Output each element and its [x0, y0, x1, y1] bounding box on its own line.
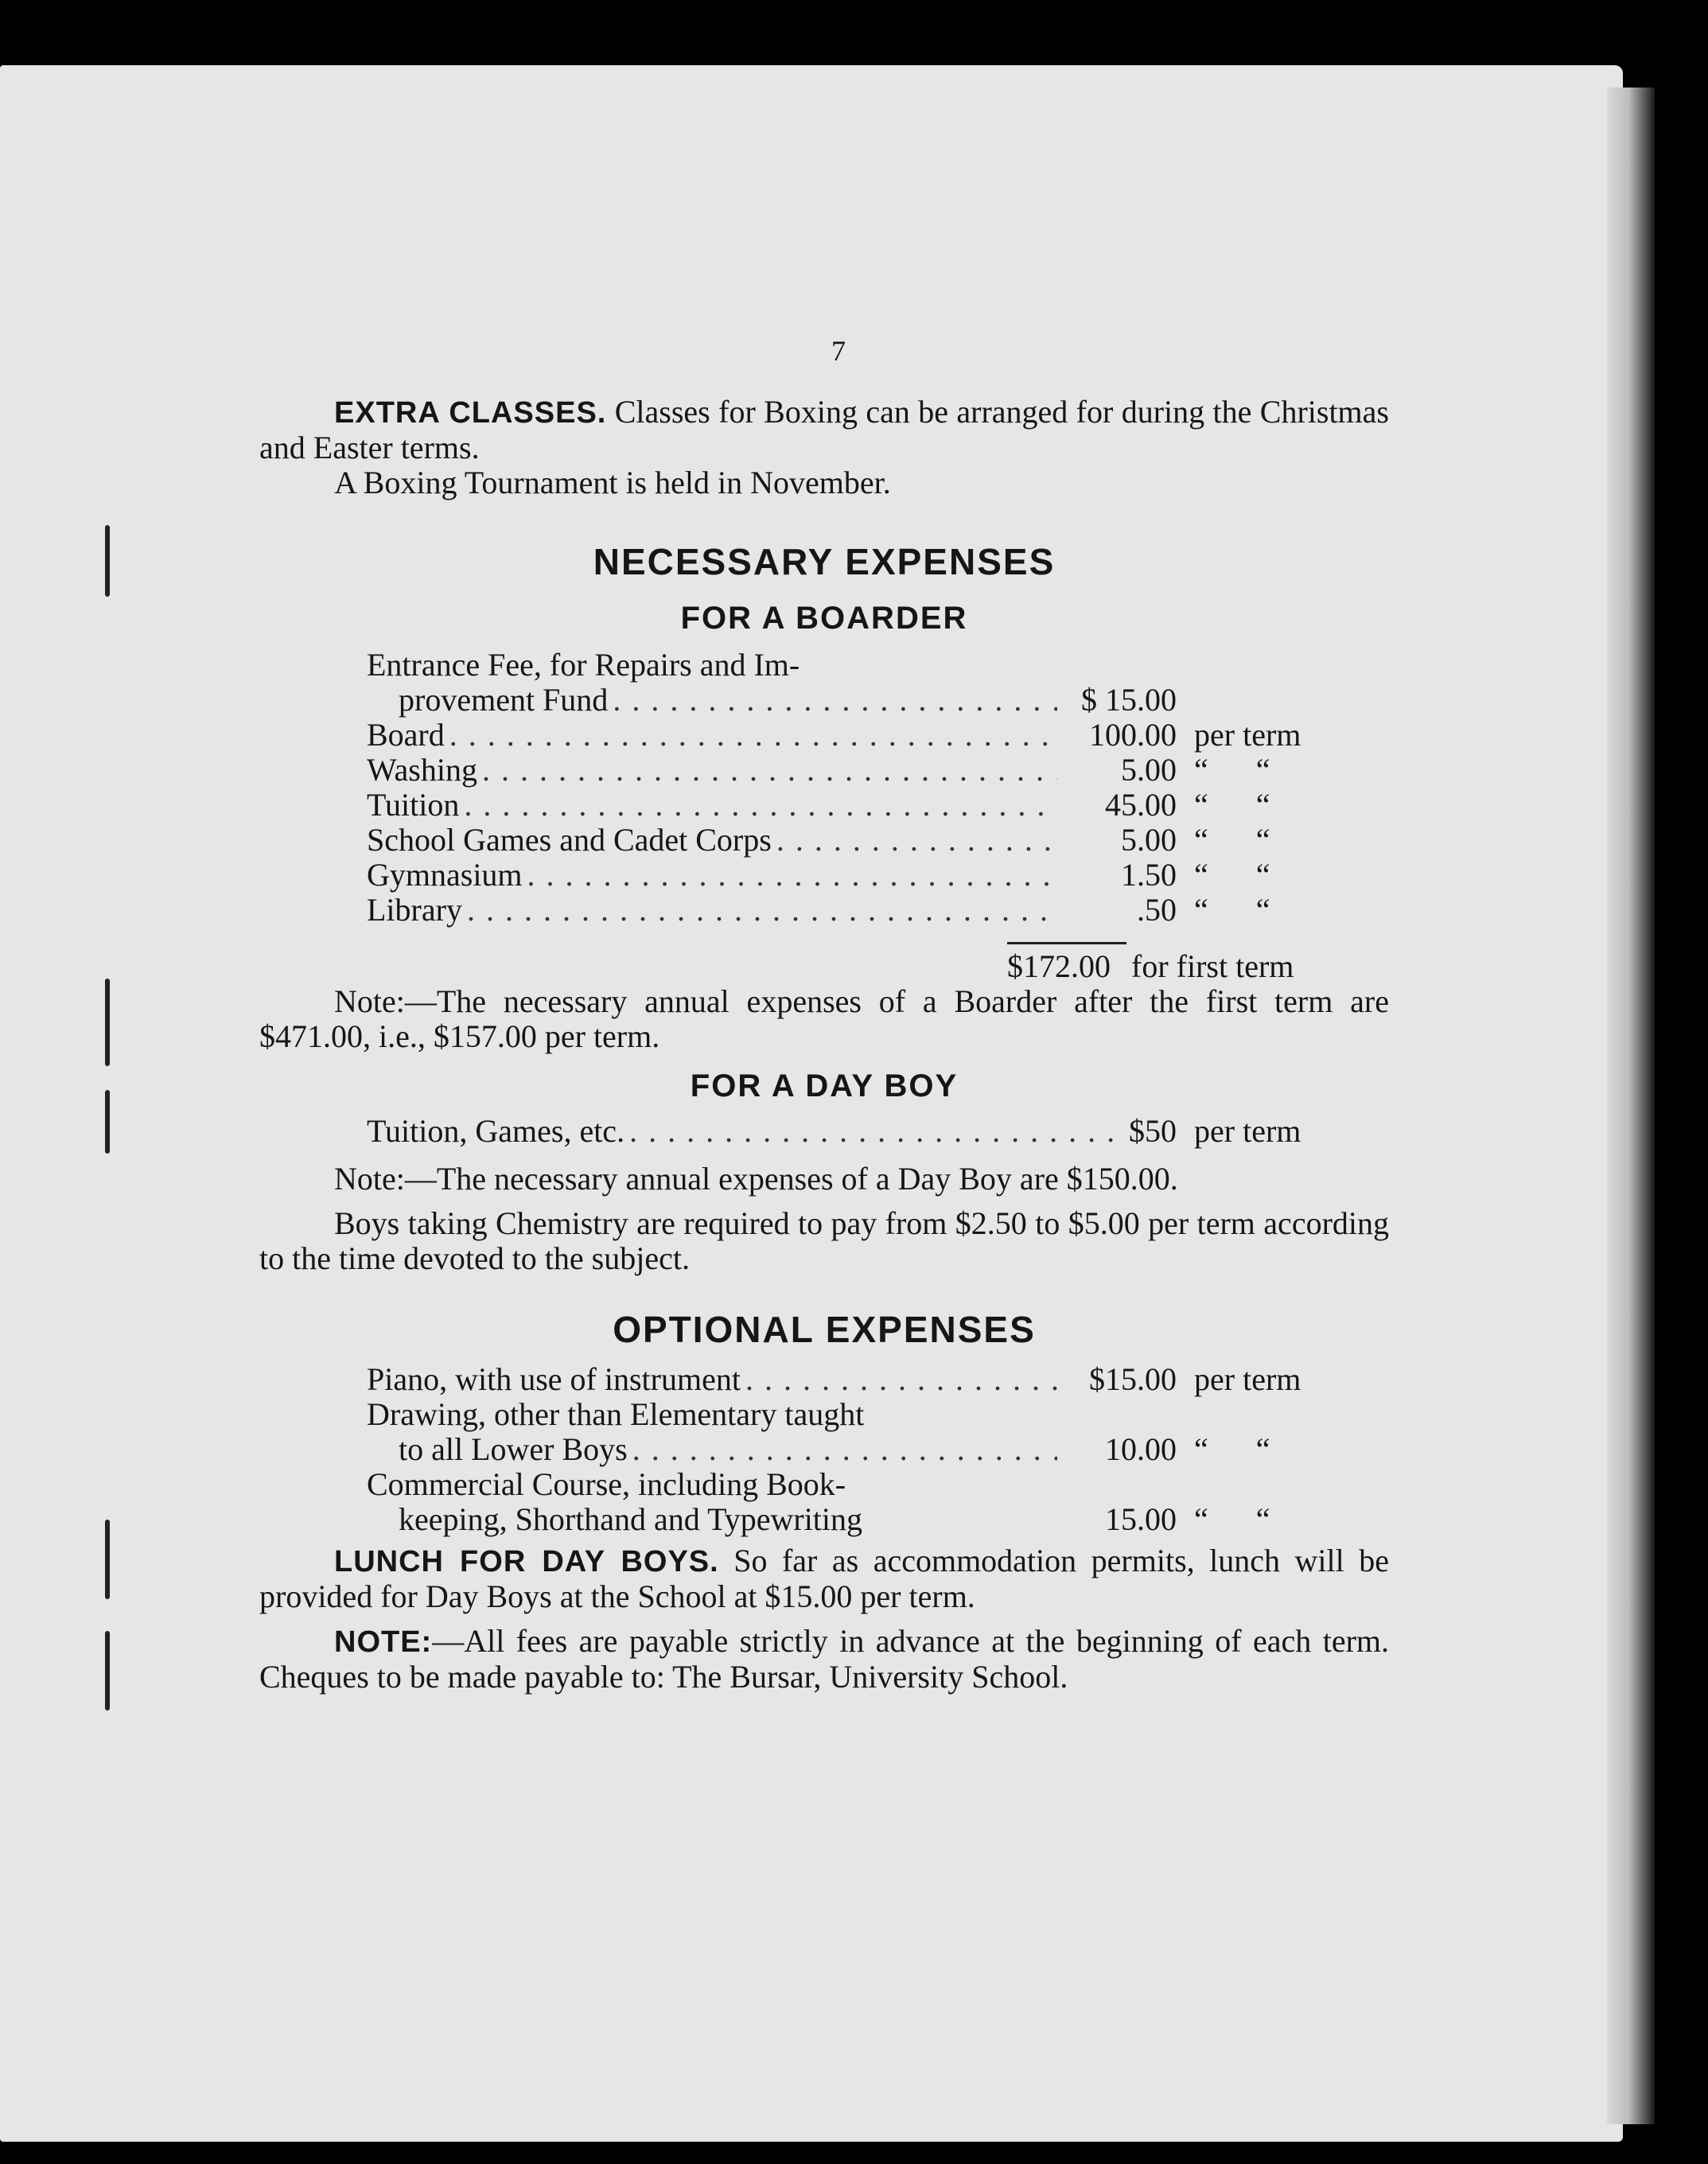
fee-row	[367, 718, 1353, 753]
boxing-tournament-text: A Boxing Tournament is held in November.	[334, 465, 891, 500]
total-unit: for first term	[1131, 948, 1294, 984]
leader-dots	[477, 753, 1057, 788]
necessary-expenses-heading: NECESSARY EXPENSES	[593, 541, 1056, 582]
optional-fee-table	[367, 1362, 1353, 1537]
fee-amount: 45.00	[1105, 787, 1177, 823]
leader-dots	[462, 893, 1057, 928]
fee-unit: “ “	[1194, 857, 1270, 893]
fee-unit: “ “	[1194, 1501, 1270, 1537]
fee-row	[367, 893, 1353, 928]
leader-dots	[741, 1362, 1057, 1397]
dayboy-fee-table	[367, 1114, 1353, 1149]
dayboy-heading: FOR A DAY BOY	[690, 1068, 959, 1103]
fee-label: Board	[367, 717, 445, 753]
leader-dots	[459, 788, 1057, 823]
leader-dots	[445, 718, 1057, 753]
fee-unit: “ “	[1194, 787, 1270, 823]
binding-mark	[105, 1631, 110, 1711]
leader-dots	[523, 858, 1057, 893]
fee-label: Tuition, Games, etc.	[367, 1113, 625, 1149]
leader-dots	[772, 823, 1057, 858]
fee-label: keeping, Shorthand and Typewriting	[399, 1501, 863, 1537]
fee-amount: $50	[1129, 1113, 1177, 1149]
fee-label: to all Lower Boys	[399, 1431, 628, 1467]
fee-amount: 100.00	[1089, 717, 1177, 753]
fee-label: School Games and Cadet Corps	[367, 822, 772, 858]
fee-row	[367, 823, 1353, 858]
lunch-lead: LUNCH FOR DAY BOYS.	[334, 1545, 719, 1578]
fee-unit: per term	[1194, 1113, 1301, 1149]
fees-note-lead: NOTE:	[334, 1625, 433, 1659]
fee-label: Gymnasium	[367, 857, 523, 893]
fee-unit: “ “	[1194, 822, 1270, 858]
fee-label-line1: Entrance Fee, for Repairs and Im-	[367, 647, 800, 683]
total-rule	[1007, 942, 1126, 944]
fee-row	[367, 1114, 1353, 1149]
fee-amount: 5.00	[1121, 822, 1177, 858]
page-content	[259, 395, 1389, 1695]
fee-amount: 1.50	[1121, 857, 1177, 893]
fee-label: provement Fund	[399, 682, 609, 718]
fee-row	[367, 858, 1353, 893]
binding-mark	[105, 1090, 110, 1154]
fee-row	[367, 788, 1353, 823]
fee-amount: 10.00	[1105, 1431, 1177, 1467]
leader-dots	[624, 1114, 1113, 1149]
fee-amount: $ 15.00	[1081, 682, 1177, 718]
extra-classes-text: Classes for Boxing can be arranged for during the Christmas and Easter terms.	[259, 394, 1389, 465]
fee-label: Library	[367, 892, 462, 928]
fee-amount: .50	[1137, 892, 1177, 928]
fee-label-line1: Commercial Course, including Book-	[367, 1466, 846, 1502]
fee-label-line1: Drawing, other than Elementary taught	[367, 1396, 865, 1432]
boarder-heading: FOR A BOARDER	[680, 601, 968, 636]
extra-classes-paragraph	[259, 395, 1389, 465]
fees-note-paragraph	[259, 1624, 1389, 1695]
fee-label: Piano, with use of instrument	[367, 1361, 741, 1397]
fee-row	[367, 1502, 1353, 1537]
leader-dots	[628, 1432, 1057, 1467]
fee-unit: per term	[1194, 717, 1301, 753]
fee-unit: “ “	[1194, 1431, 1270, 1467]
fee-unit: “ “	[1194, 752, 1270, 788]
binding-mark	[105, 1520, 110, 1599]
chemistry-note: Boys taking Chemistry are required to pay from $2.50 to $5.00 per term according to the time devoted to the subject.	[259, 1205, 1389, 1276]
fee-label: Washing	[367, 752, 477, 788]
leader-dots	[608, 683, 1057, 718]
boarder-total	[259, 949, 1389, 984]
binding-mark	[105, 979, 110, 1066]
fee-row	[367, 683, 1353, 718]
lunch-paragraph	[259, 1543, 1389, 1614]
fee-unit: “ “	[1194, 892, 1270, 928]
fee-amount: $15.00	[1089, 1361, 1177, 1397]
boarder-fee-table	[367, 648, 1353, 928]
fee-label: Tuition	[367, 787, 460, 823]
boarder-note: Note:—The necessary annual expenses of a Boarder after the first term are $471.00, i.e., $157.00 per term.	[259, 983, 1389, 1054]
fee-row	[367, 753, 1353, 788]
page-number: 7	[831, 335, 846, 367]
fee-row	[367, 1432, 1353, 1467]
lunch-text: So far as accommodation permits, lunch will be provided for Day Boys at the School at $15.00 per term.	[259, 1543, 1390, 1614]
binding-mark	[105, 525, 110, 597]
extra-classes-lead: EXTRA CLASSES.	[334, 396, 607, 430]
fee-unit: per term	[1194, 1361, 1301, 1397]
fee-amount: 5.00	[1121, 752, 1177, 788]
page-edge	[1607, 88, 1655, 2124]
fee-amount: 15.00	[1105, 1501, 1177, 1537]
optional-expenses-heading: OPTIONAL EXPENSES	[613, 1309, 1036, 1350]
fees-note-text: —All fees are payable strictly in advance at the beginning of each term. Cheques to be made payable to: The Bursar, University School.	[259, 1623, 1389, 1695]
total-amount: $172.00	[1007, 948, 1111, 984]
dayboy-note: Note:—The necessary annual expenses of a Day Boy are $150.00.	[334, 1161, 1178, 1197]
fee-row	[367, 1362, 1353, 1397]
